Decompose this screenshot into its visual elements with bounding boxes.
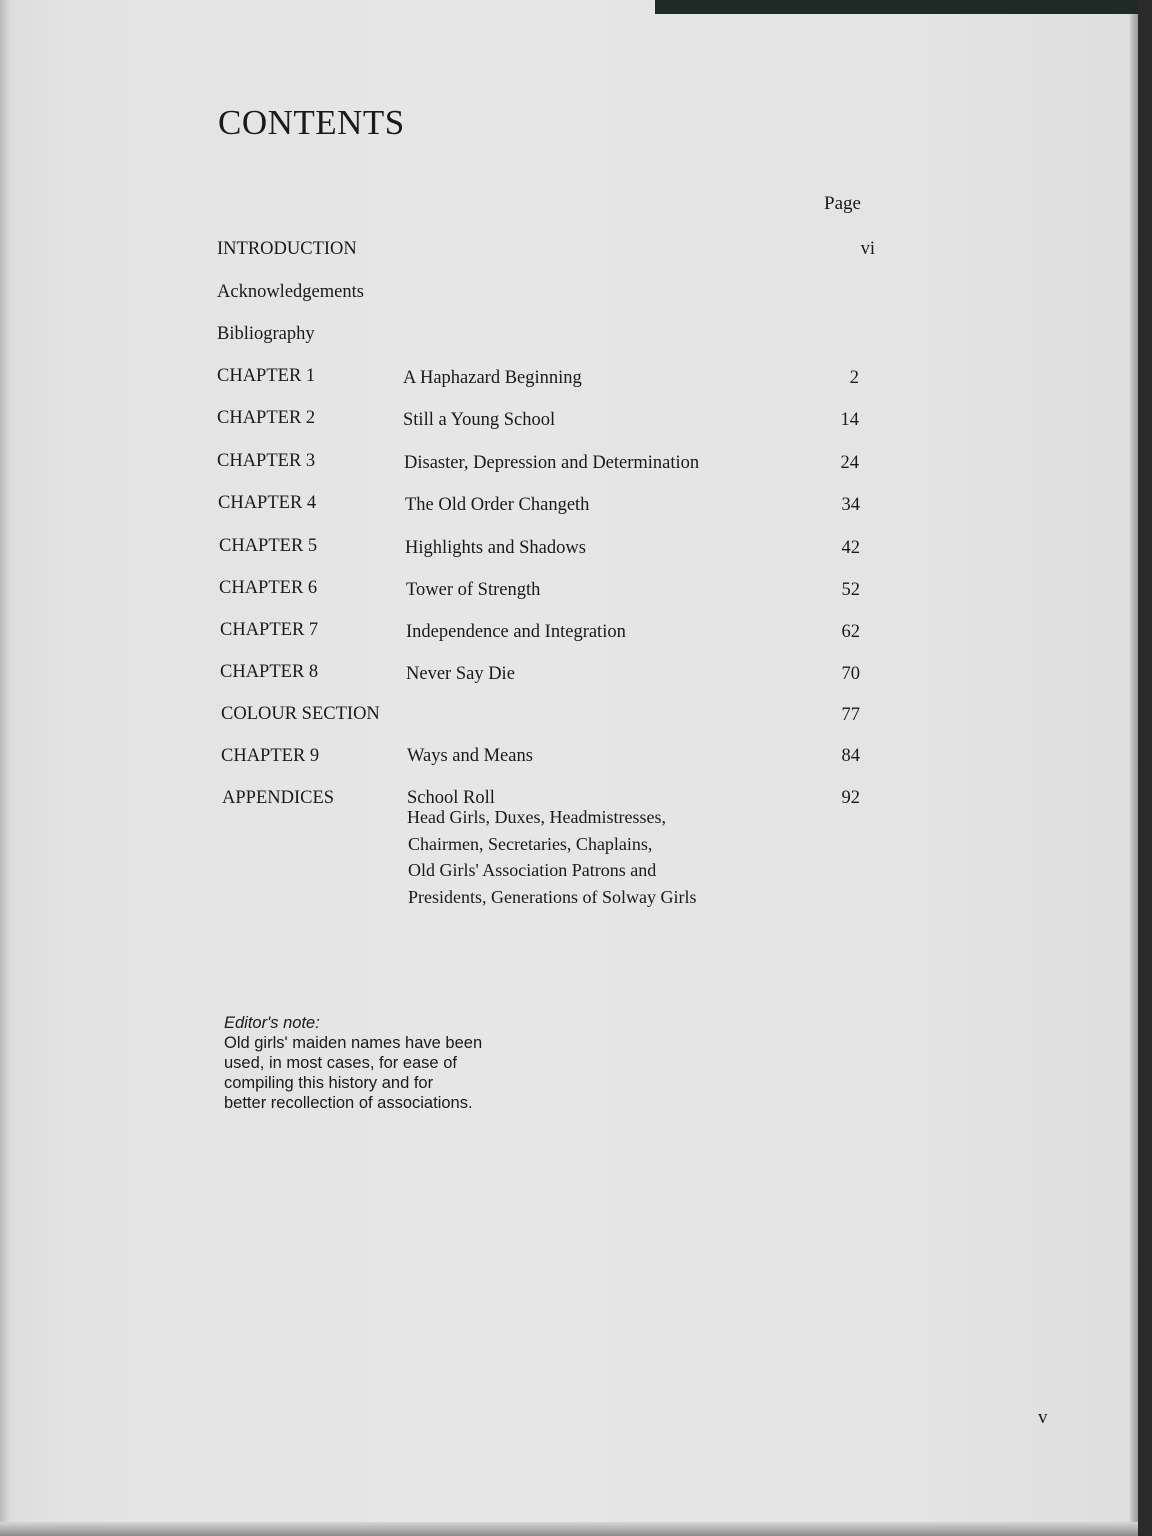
toc-entry-label: COLOUR SECTION [221,704,380,724]
editors-note-line: used, in most cases, for ease of [224,1054,457,1072]
appendix-line: Chairmen, Secretaries, Chaplains, [408,834,653,854]
editors-note-line: better recollection of associations. [224,1094,473,1112]
page-title: CONTENTS [218,103,405,142]
editors-note-line: compiling this history and for [224,1074,434,1092]
toc-entry-label: CHAPTER 9 [221,746,320,766]
toc-entry-label: CHAPTER 3 [217,451,316,471]
toc-entry-page: 14 [840,410,859,430]
toc-entry-page: 24 [840,453,859,473]
page-bottom-edge [0,1522,1138,1536]
toc-entry-label: Bibliography [217,324,315,344]
toc-entry-label: CHAPTER 1 [217,366,316,386]
toc-entry-title: Independence and Integration [406,622,626,642]
editors-note-line: Old girls' maiden names have been [224,1034,483,1052]
toc-entry-label: CHAPTER 5 [219,536,318,556]
toc-entry-page: vi [860,239,875,259]
page-number: v [1038,1407,1048,1428]
editors-note-heading: Editor's note: [224,1014,320,1032]
toc-entry-title: A Haphazard Beginning [403,368,582,388]
toc-entry-label: CHAPTER 4 [218,493,317,513]
toc-entry-label: CHAPTER 7 [220,620,319,640]
page-gutter-shadow [0,0,10,1536]
toc-entry-title: School Roll [407,788,495,808]
toc-entry-title: Still a Young School [403,410,556,430]
toc-entry-page: 70 [841,664,860,684]
cover-edge-band [655,0,1138,14]
toc-entry-title: The Old Order Changeth [405,495,590,515]
toc-entry-page: 62 [841,622,860,642]
toc-entry-title: Ways and Means [407,746,533,766]
toc-entry-page: 34 [841,495,860,515]
toc-entry-label: CHAPTER 2 [217,408,316,428]
toc-entry-title: Highlights and Shadows [405,538,586,558]
toc-entry-label: APPENDICES [222,788,335,808]
page-column-header: Page [824,193,861,214]
toc-entry-page: 92 [841,788,860,808]
toc-entry-title: Never Say Die [406,664,515,684]
toc-entry-label: CHAPTER 6 [219,578,318,598]
appendix-line: Old Girls' Association Patrons and [408,860,657,880]
toc-entry-label: Acknowledgements [217,282,364,302]
toc-entry-page: 77 [841,705,860,725]
toc-entry-page: 84 [841,746,860,766]
toc-entry-title: Disaster, Depression and Determination [404,453,700,473]
toc-entry-page: 2 [849,368,859,388]
toc-entry-label: CHAPTER 8 [220,662,319,682]
page-right-edge [1130,14,1138,1536]
appendix-line: Head Girls, Duxes, Headmistresses, [407,807,666,827]
appendix-line: Presidents, Generations of Solway Girls [408,887,697,907]
toc-entry-label: INTRODUCTION [217,239,357,259]
toc-entry-page: 42 [841,538,860,558]
toc-entry-page: 52 [841,580,860,600]
toc-entry-title: Tower of Strength [406,580,541,600]
editors-note [224,1013,482,1113]
